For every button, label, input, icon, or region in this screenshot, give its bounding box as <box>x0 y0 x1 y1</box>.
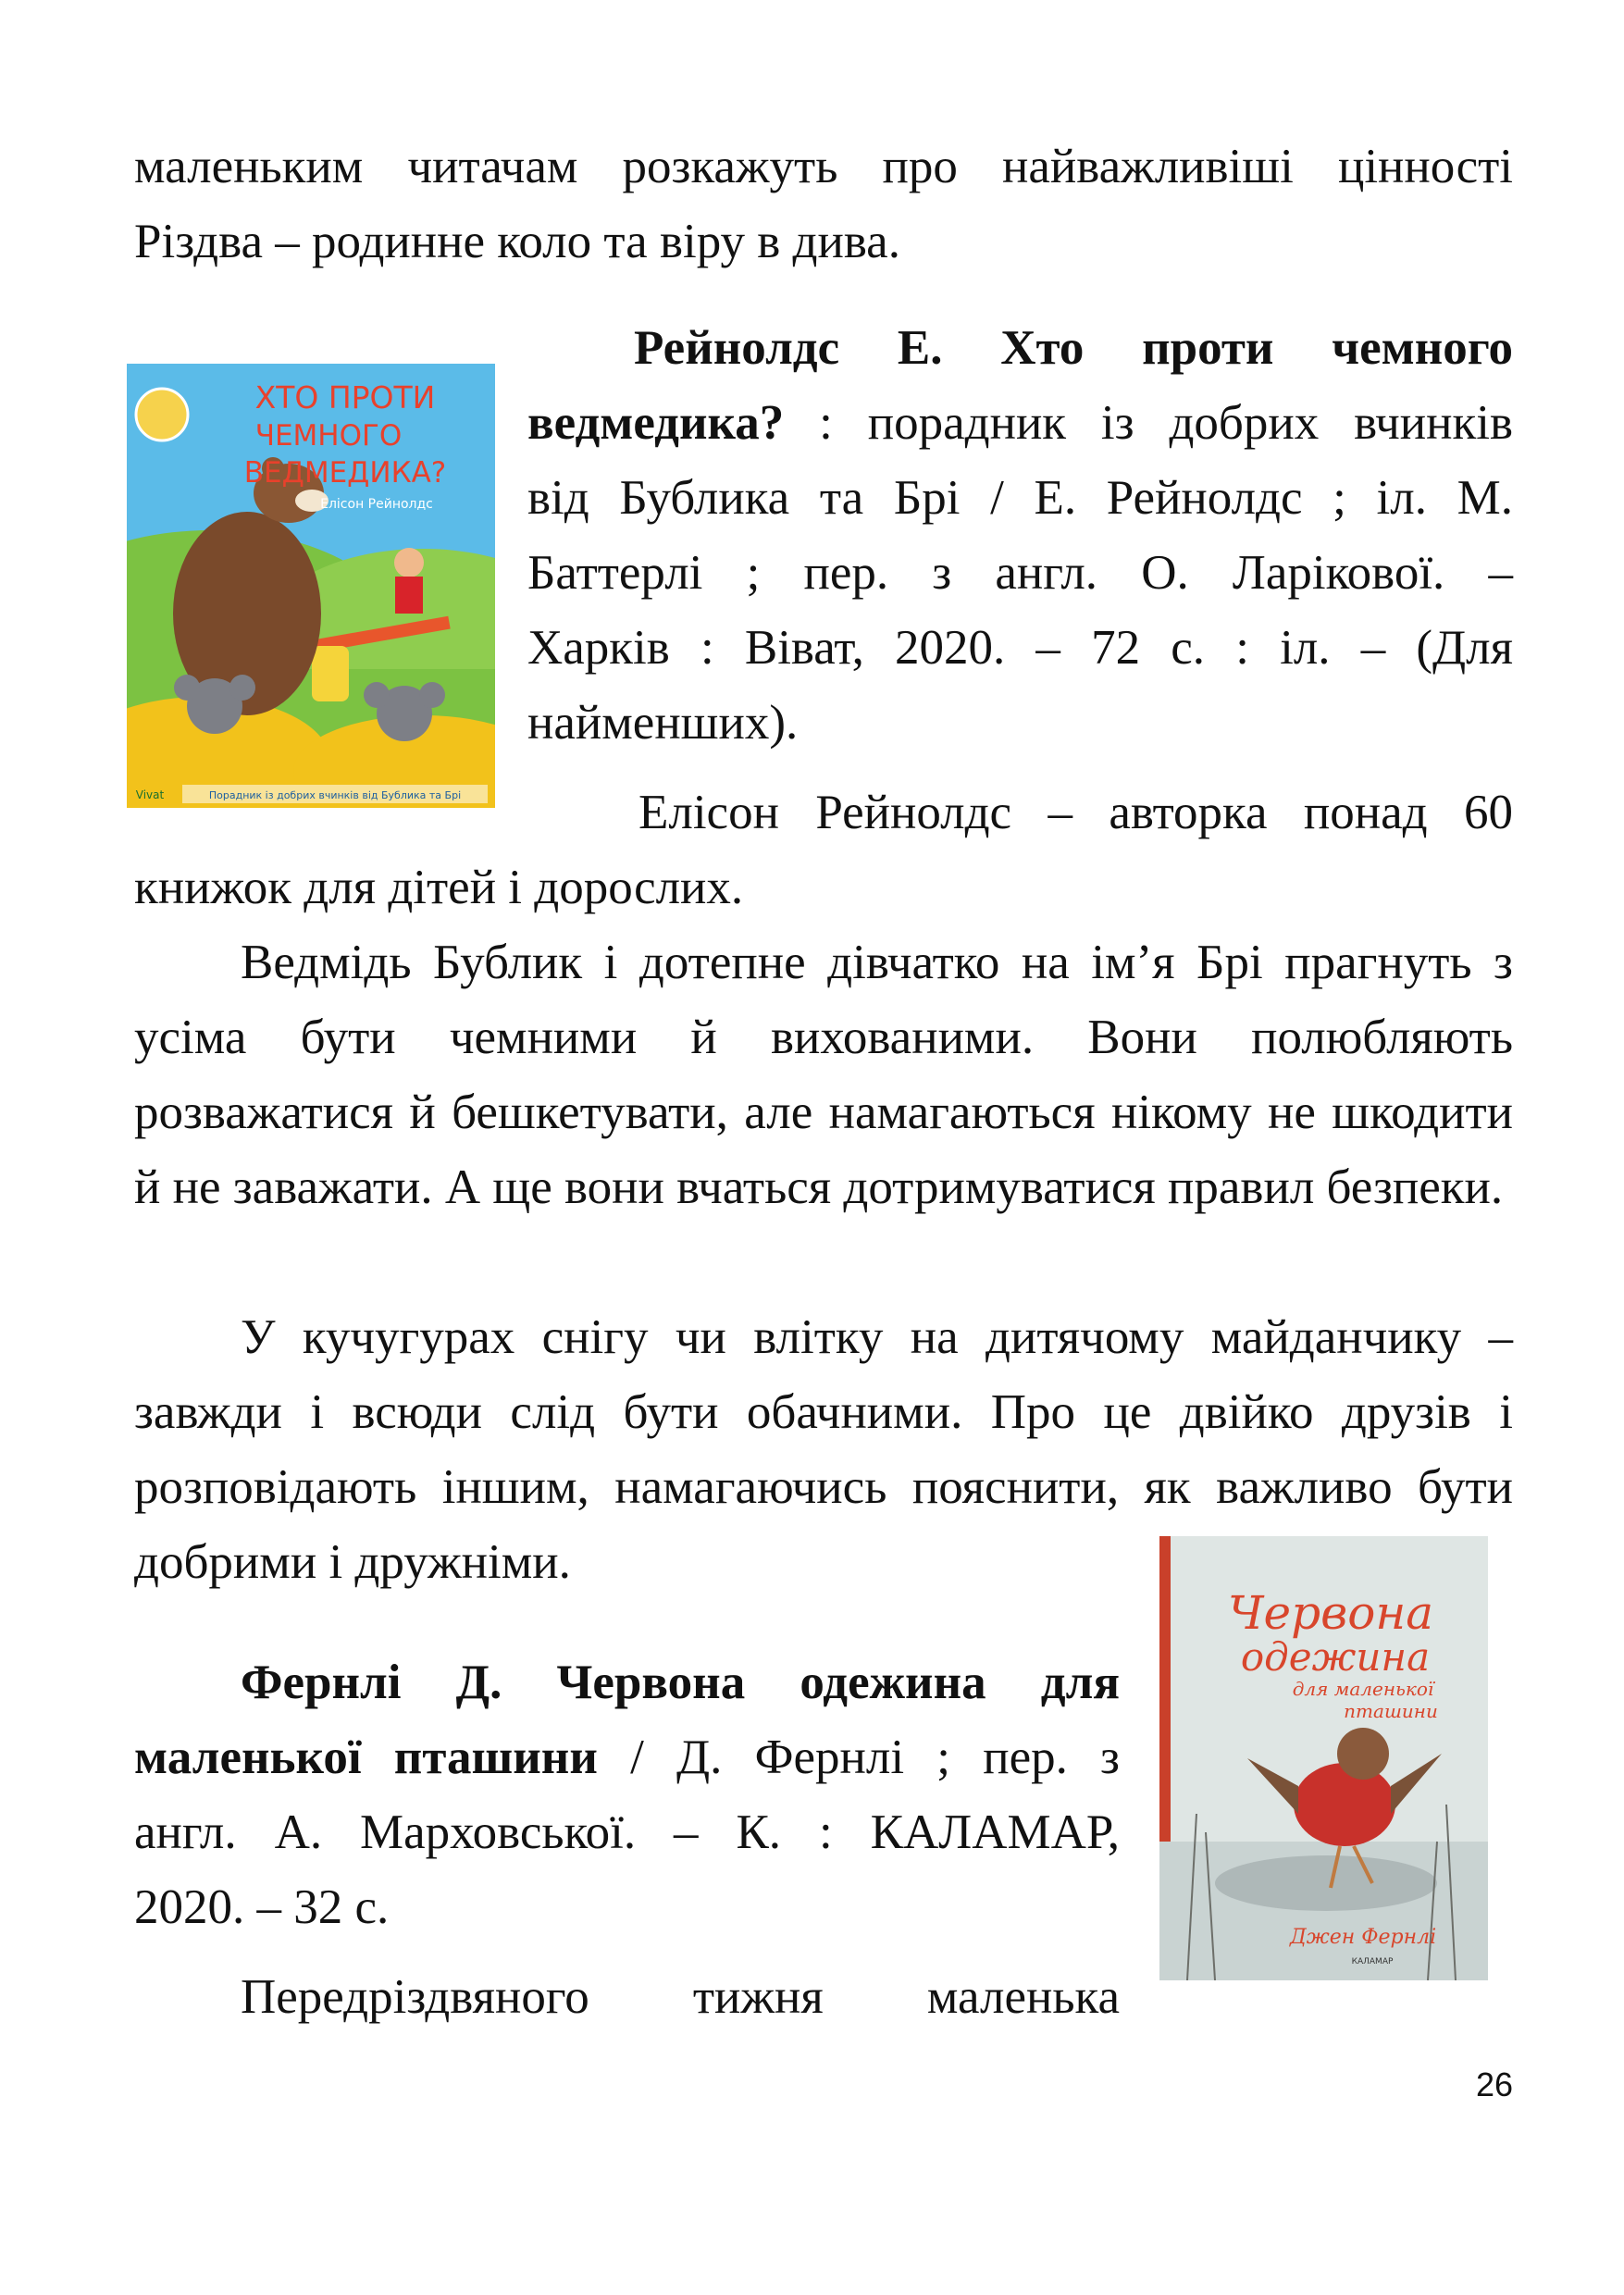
intro-line-2: Різдва – родинне коло та віру в дива. <box>134 215 900 268</box>
cover2-title-3: для маленької <box>1292 1678 1434 1700</box>
book1-entry-rest: : порадник із добрих вчинків <box>784 396 1513 450</box>
book1-entry-line-4: Баттерлі ; пер. з англ. О. Ларікової. – <box>527 546 1513 600</box>
cover1-title-1: ХТО ПРОТИ <box>254 379 436 416</box>
book1-paragraph-2: У кучугурах снігу чи влітку на дитячому майданчику – завжди і всюди слід бути обачними. Про це двійко друзів і розповідають іншим, намагаючись пояснити, як важливо бути добрими і дружніми. <box>134 1310 1513 1589</box>
cover2-author: Джен Фернлі <box>1289 1926 1437 1949</box>
book1-paragraph-1: Ведмідь Бублик і дотепне дівчатко на ім’я Брі прагнуть з усіма бути чемними й вихованими. Вони полюбляють розважатися й бешкетувати, але намагаються нікому не шкодити й не заважати. А ще вони вчаться дотримуватися правил безпеки. <box>134 936 1513 1214</box>
cover1-title-2: ЧЕМНОГО <box>254 419 403 453</box>
book-cover-bird <box>1159 1536 1488 1980</box>
cover2-publisher: КАЛАМАР <box>1351 1957 1394 1966</box>
book1-entry-line-2 <box>527 386 1513 461</box>
book2-entry-line-1: Фернлі Д. Червона одежина для <box>241 1656 1120 1709</box>
book1-entry-line-3: від Бублика та Брі / Е. Рейнолдс ; іл. М. <box>527 471 1513 525</box>
cover2-title-2: одежина <box>1240 1634 1431 1680</box>
book1-entry-line-1: Рейнолдс Е. Хто проти чемного <box>634 321 1513 375</box>
book2-entry-line-2 <box>134 1720 1120 1795</box>
book2-entry-line-4: 2020. – 32 с. <box>134 1880 390 1934</box>
book2-next-paragraph: Передріздвяного тижня маленька <box>241 1970 1120 2024</box>
page-number: 26 <box>1475 2066 1513 2103</box>
book1-about-line-1: Елісон Рейнолдс – авторка понад 60 <box>638 786 1513 839</box>
book1-about-line-2: книжок для дітей і дорослих. <box>134 861 744 914</box>
book2-title-end: маленької пташини <box>134 1731 598 1784</box>
cover1-author: Елісон Рейнолдс <box>320 497 433 512</box>
intro-line-1: маленьким читачам розкажуть про найважливіші цінності <box>134 140 1513 193</box>
book1-title-end: ведмедика? <box>527 396 785 450</box>
cover2-title-4: пташини <box>1344 1700 1438 1722</box>
book1-entry-line-5: Харків : Віват, 2020. – 72 с. : іл. – (Для <box>527 621 1513 675</box>
book-cover-bear <box>127 364 495 808</box>
book2-entry-rest: / Д. Фернлі ; пер. з <box>597 1731 1120 1784</box>
cover1-subtitle: Порадник із добрих вчинків від Бублика та Брі <box>208 789 462 801</box>
book1-entry-line-6: найменших). <box>527 696 799 750</box>
cover1-title-3: ВЕДМЕДИКА? <box>243 456 447 490</box>
cover1-publisher: Vivat <box>135 788 165 801</box>
cover2-title-1: Червона <box>1227 1586 1434 1640</box>
book2-entry-line-3: англ. А. Марховської. – К. : КАЛАМАР, <box>134 1805 1120 1859</box>
